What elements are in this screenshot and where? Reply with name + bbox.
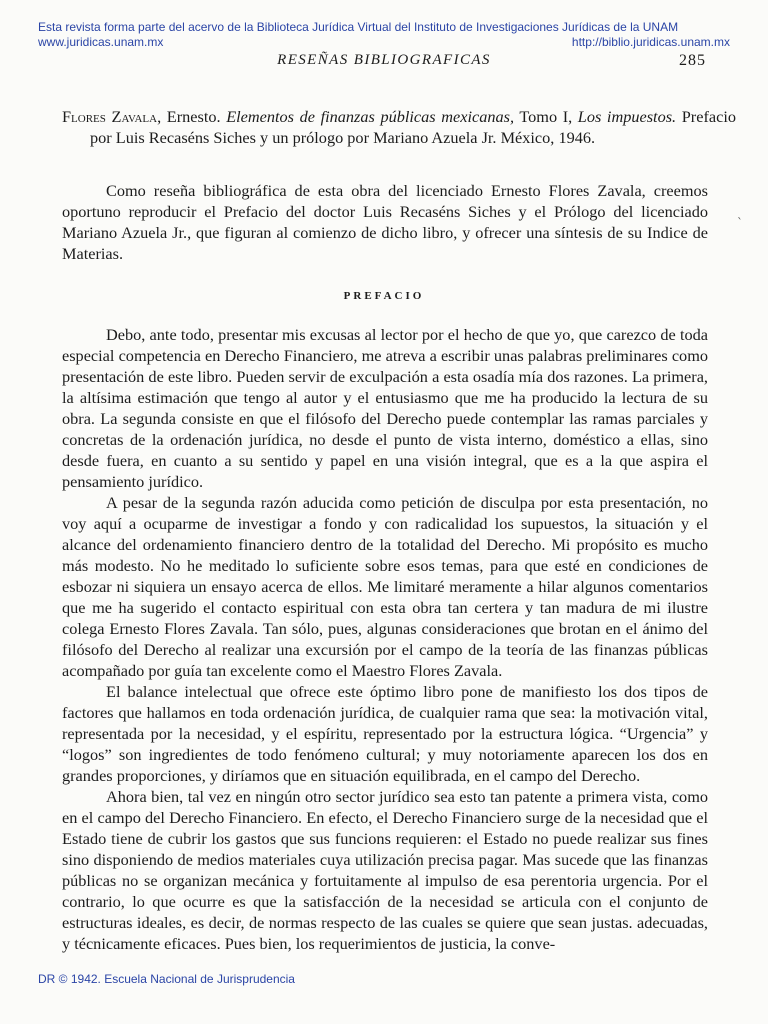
running-head: [0, 52, 768, 72]
stray-mark: `: [737, 216, 743, 230]
citation-author: Flores Zavala,: [62, 107, 162, 126]
paragraph: Ahora bien, tal vez en ningún otro sector jurídico sea esto tan patente a primera vista, como en el campo del Derecho Financiero. En efecto, el Derecho Financiero surge de la necesidad que el Estado tiene de cubrir los gastos que sus funcions requieren: el Estado no puede realizar sus fines sino disponiendo de medios materiales cuya utilización precisa pagar. Mas sucede que las finanzas públicas no se organizan mecánica y fortuitamente al impulso de esa perentoria urgencia. Por el contrario, lo que ocurre es que la satisfacción de la necesidad se articula con el conjunto de estructuras ideales, es decir, de normas respecto de las cuales se quiere que sean justas. adecuadas, y técnicamente eficaces. Pues bien, los requerimientos de justicia, la conve-: [62, 787, 708, 953]
paragraph: A pesar de la segunda razón aducida como petición de disculpa por esta presentación, no voy aquí a ocuparme de investigar a fondo y con radicalidad los supuestos, la situación y el alcance del ordenamiento financiero dentro de la totalidad del Derecho. Mi propósito es mucho más modesto. No he meditado lo suficiente sobre esos temas, para que esté en condiciones de esbozar ni siquiera un ensayo acerca de ellos. Me limitaré meramente a hilar algunos comentarios que me ha sugerido el contacto espiritual con esta obra tan certera y tan madura de mi ilustre colega Ernesto Flores Zavala. Tan sólo, pues, algunas consideraciones que brotan en el ánimo del filósofo del Derecho al realizar una excursión por el campo de la teoría de las finanzas públicas acompañado por guía tan excelente como el Maestro Flores Zavala.: [62, 493, 708, 680]
prefacio-body: [62, 324, 708, 954]
intro-paragraph: Como reseña bibliográfica de esta obra del licenciado Ernesto Flores Zavala, creemos oportuno reproducir el Prefacio del doctor Luis Recaséns Siches y el Prólogo del licenciado Mariano Azuela Jr., que figuran al comienzo de dicho libro, y ofrecer una síntesis de su Indice de Materias.: [62, 181, 708, 263]
prefacio-heading: PREFACIO: [343, 290, 425, 302]
banner-notice: Esta revista forma parte del acervo de la Biblioteca Jurídica Virtual del Instituto de Investigaciones Jurídicas de la UNAM: [38, 20, 679, 34]
biblio-link[interactable]: http://biblio.juridicas.unam.mx: [571, 35, 730, 49]
section-title: RESEÑAS BIBLIOGRAFICAS: [277, 52, 491, 68]
copyright-footer: DR © 1942. Escuela Nacional de Jurisprudencia: [38, 972, 295, 986]
page-number: 285: [679, 52, 706, 69]
citation-subtitle: Los impuestos.: [577, 107, 677, 126]
citation-details: Prefacio por Luis Recaséns Siches y un prólogo por Mariano Azuela Jr. México, 1946.: [90, 107, 736, 147]
source-banner: [38, 20, 730, 50]
bibliographic-citation: [62, 106, 736, 148]
paragraph: Debo, ante todo, presentar mis excusas al lector por el hecho de que yo, que carezco de toda especial competencia en Derecho Financiero, me atreva a escribir unas palabras preliminares como presentación de este libro. Pueden servir de exculpación a esta osadía mía dos razones. La primera, la altísima estimación que tengo al autor y el entusiasmo que me ha producido la lectura de su obra. La segunda consiste en que el filósofo del Derecho puede contemplar las ramas parciales y concretas de la ordenación jurídica, no desde el punto de vista interno, doméstico a ellas, sino desde fuera, en cuanto a su sentido y papel en una visión integral, que es a la que aspira el pensamiento jurídico.: [62, 325, 708, 491]
citation-author-rest: Ernesto.: [161, 107, 227, 126]
paragraph: El balance intelectual que ofrece este óptimo libro pone de manifiesto los dos tipos de factores que hallamos en toda ordenación jurídica, de cualquier rama que sea: la motivación vital, representada por la necesidad, y el espíritu, representado por la estructura lógica. “Urgencia” y “logos” son ingredientes de todo fenómeno cultural; y muy notoriamente aparecen los dos en grandes proporciones, y diríamos que en situación equilibrada, en el campo del Derecho.: [62, 682, 708, 785]
citation-tomo: Tomo I,: [514, 107, 578, 126]
citation-title: Elementos de finanzas públicas mexicanas,: [226, 107, 515, 126]
juridicas-link[interactable]: www.juridicas.unam.mx: [38, 35, 164, 49]
